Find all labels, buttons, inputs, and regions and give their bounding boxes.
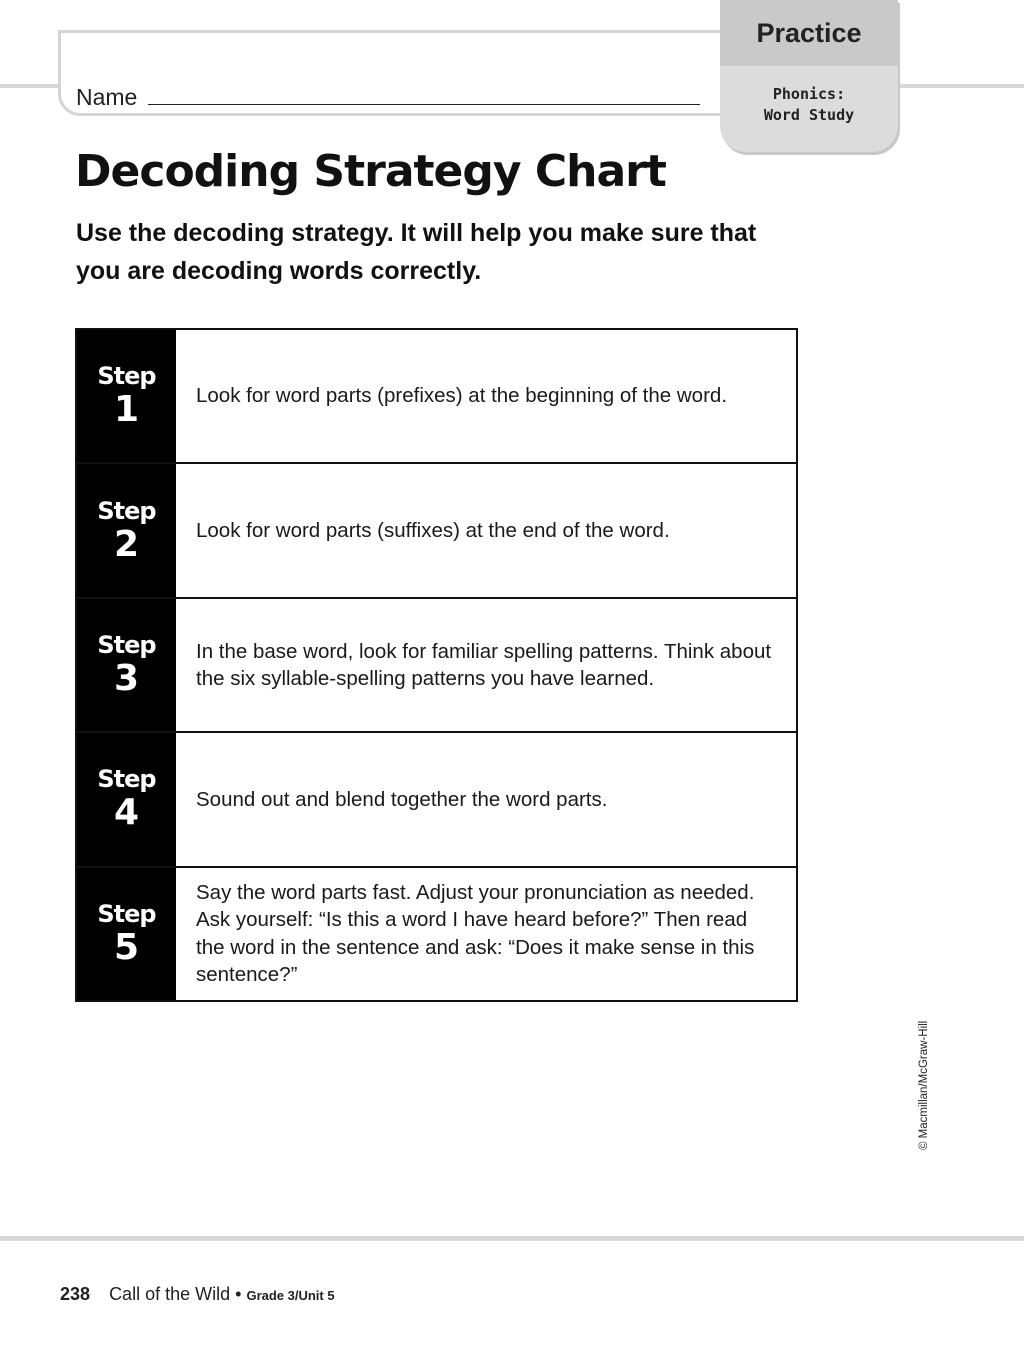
step-row-3	[77, 599, 796, 733]
practice-tab	[720, 0, 898, 152]
step-text-4: Sound out and blend together the word parts.	[196, 787, 608, 811]
page-title: Decoding Strategy Chart	[75, 146, 666, 197]
name-label: Name	[76, 84, 138, 110]
name-field-line	[148, 104, 700, 105]
step-word: Step	[97, 899, 156, 928]
step-number: 1	[113, 389, 140, 431]
step-label-4	[77, 733, 176, 865]
page-footer	[60, 1284, 335, 1305]
step-row-5	[77, 868, 796, 1000]
step-word: Step	[97, 362, 156, 391]
step-row-4	[77, 733, 796, 867]
practice-tab-subtitle	[720, 84, 898, 126]
step-label-2	[77, 464, 176, 596]
step-row-2	[77, 464, 796, 598]
instructions: Use the decoding strategy. It will help you make sure that you are decoding words correctly.	[76, 219, 757, 285]
step-row-1	[77, 330, 796, 464]
step-text-1: Look for word parts (prefixes) at the beginning of the word.	[196, 384, 728, 408]
book-title: Call of the Wild	[109, 1284, 231, 1304]
step-word: Step	[97, 496, 156, 525]
step-number: 5	[113, 926, 140, 968]
tab-subtitle-line1: Phonics:	[772, 85, 846, 103]
step-text-5: Say the word parts fast. Adjust your pronunciation as needed. Ask yourself: “Is this a word I have heard before?” Then read the word in the sentence and ask: “Does it make sense in this sentence?”	[196, 880, 755, 987]
bottom-divider	[0, 1236, 1024, 1241]
step-label-1	[77, 330, 176, 462]
step-label-5	[77, 868, 176, 1000]
footer-bullet: •	[235, 1284, 242, 1304]
practice-tab-title: Practice	[720, 0, 898, 66]
step-word: Step	[97, 631, 156, 660]
step-text-2: Look for word parts (suffixes) at the end of the word.	[196, 518, 670, 542]
step-number: 3	[113, 658, 140, 700]
step-label-3	[77, 599, 176, 731]
grade-unit: Grade 3/Unit 5	[246, 1288, 335, 1303]
tab-subtitle-line2: Word Study	[763, 106, 855, 124]
page-number: 238	[60, 1284, 91, 1304]
step-text-3: In the base word, look for familiar spelling patterns. Think about the six syllable-spelling patterns you have learned.	[196, 639, 772, 691]
decoding-strategy-table	[75, 328, 798, 1002]
step-number: 2	[113, 523, 140, 565]
copyright-notice: © Macmillan/McGraw-Hill	[918, 1020, 930, 1150]
step-number: 4	[113, 792, 140, 834]
step-word: Step	[97, 765, 156, 794]
